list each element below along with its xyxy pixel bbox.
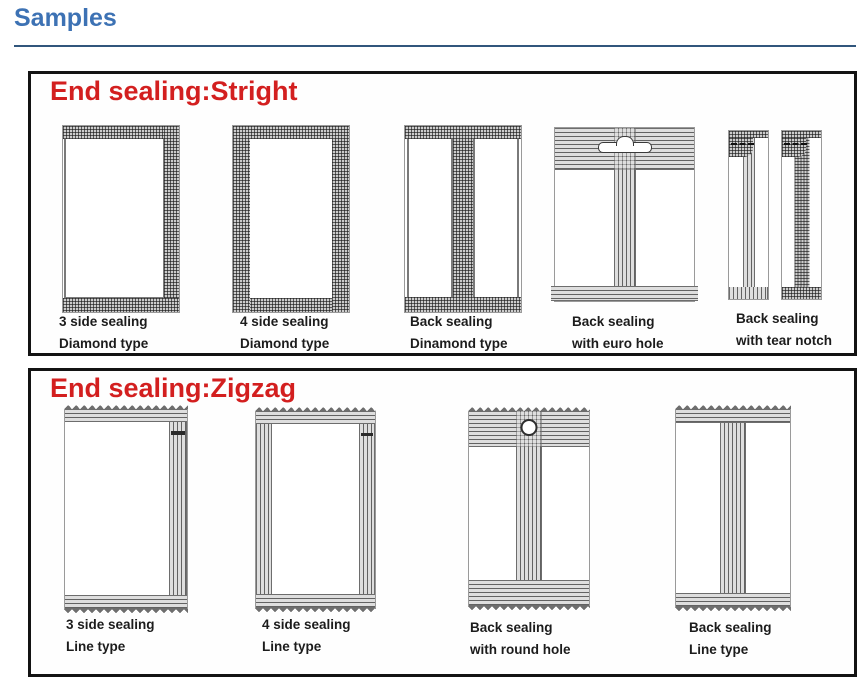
seal-band-bottom — [729, 287, 768, 299]
tear-notch-dashes — [731, 143, 754, 145]
section-zigzag-sealing — [28, 368, 857, 677]
bag-label-line2: Diamond type — [240, 336, 330, 351]
seal-band-right — [169, 409, 187, 609]
seal-band-bottom — [676, 593, 790, 607]
seal-band-right — [332, 126, 349, 312]
bag-4-side-sealing-line — [255, 407, 376, 612]
bag-label-line2: with tear notch — [736, 333, 833, 348]
print-mark — [361, 433, 373, 436]
bag-back-sealing-tear-notch-diamond — [781, 130, 822, 300]
bag-label-line1: 3 side sealing — [66, 617, 155, 632]
bag-label — [572, 311, 664, 355]
bag-label-line1: Back sealing — [689, 620, 772, 635]
seal-band-left — [256, 411, 272, 608]
bag-label-line1: Back sealing — [736, 311, 819, 326]
bag-body — [64, 409, 188, 609]
bag-label — [240, 311, 329, 355]
bag-body — [675, 409, 791, 607]
seal-band-bottom — [469, 580, 589, 606]
page-title: Samples — [14, 4, 117, 32]
section-straight-title: End sealing:Stright — [50, 76, 298, 106]
seal-band-bottom — [782, 287, 821, 299]
seal-band-top — [676, 409, 790, 423]
bag-label-line1: Back sealing — [470, 620, 553, 635]
bag-label-line2: Line type — [689, 642, 749, 657]
seal-band-right — [164, 126, 179, 312]
section-zigzag-title: End sealing:Zigzag — [50, 373, 297, 403]
seal-band-top — [63, 126, 179, 139]
seal-band-top — [405, 126, 521, 139]
bag-label-line2: Line type — [66, 639, 126, 654]
bag-3-side-sealing-diamond — [62, 125, 180, 313]
bag-4-side-sealing-diamond — [232, 125, 350, 313]
bag-label — [689, 617, 772, 661]
bag-label-line1: 4 side sealing — [262, 617, 351, 632]
seal-band-top — [782, 131, 821, 138]
bag-back-sealing-round-hole — [468, 407, 590, 610]
zigzag-edge-bottom — [468, 606, 590, 610]
bag-back-sealing-euro-hole — [554, 127, 695, 302]
bag-back-sealing-diamond — [404, 125, 522, 313]
zigzag-edge-bottom — [64, 609, 188, 613]
seal-band-back-center — [720, 409, 746, 607]
bag-label — [262, 614, 351, 658]
seal-band-left — [233, 126, 250, 312]
bag-label-line2: with euro hole — [572, 336, 664, 351]
bag-label — [59, 311, 148, 355]
bag-label-line1: 3 side sealing — [59, 314, 148, 329]
seal-band-top — [65, 409, 187, 422]
bag-label — [736, 308, 832, 352]
bag-label-line2: Dinamond type — [410, 336, 508, 351]
bag-body — [468, 411, 590, 606]
seal-band-top — [256, 411, 375, 424]
round-hole — [521, 419, 538, 436]
bag-window — [248, 137, 334, 300]
bag-body — [255, 411, 376, 608]
bag-label-line1: 4 side sealing — [240, 314, 329, 329]
seal-band-back-center — [743, 137, 755, 299]
seal-block-top-left — [782, 138, 806, 157]
print-mark — [171, 431, 185, 435]
section-straight-sealing — [28, 71, 857, 356]
bag-back-sealing-tear-notch-line — [728, 130, 769, 300]
bag-3-side-sealing-line — [64, 405, 188, 613]
title-underline — [14, 45, 856, 47]
bag-window — [64, 137, 165, 299]
seal-band-bottom — [63, 298, 179, 312]
euro-hole — [598, 142, 652, 153]
seal-band-bottom — [551, 286, 698, 301]
seal-band-bottom — [65, 595, 187, 609]
seal-band-back-center — [794, 137, 809, 299]
bag-label — [410, 311, 508, 355]
bag-label-line2: with round hole — [470, 642, 571, 657]
bag-label-line2: Line type — [262, 639, 322, 654]
bag-label-line1: Back sealing — [410, 314, 493, 329]
seal-block-top-left — [729, 138, 753, 157]
bag-label-line1: Back sealing — [572, 314, 655, 329]
zigzag-edge-bottom — [255, 608, 376, 612]
seal-band-bottom — [405, 297, 521, 312]
zigzag-edge-bottom — [675, 607, 791, 611]
seal-band-bottom — [256, 594, 375, 608]
seal-band-right — [359, 411, 375, 608]
bag-label — [66, 614, 155, 658]
bag-window-left — [407, 137, 453, 299]
seal-band-back-center — [453, 126, 473, 312]
seal-band-top — [729, 131, 768, 138]
bag-back-sealing-line — [675, 405, 791, 611]
bag-label — [470, 617, 571, 661]
tear-notch-dashes — [784, 143, 807, 145]
bag-window-right — [473, 137, 519, 299]
bag-label-line2: Diamond type — [59, 336, 149, 351]
